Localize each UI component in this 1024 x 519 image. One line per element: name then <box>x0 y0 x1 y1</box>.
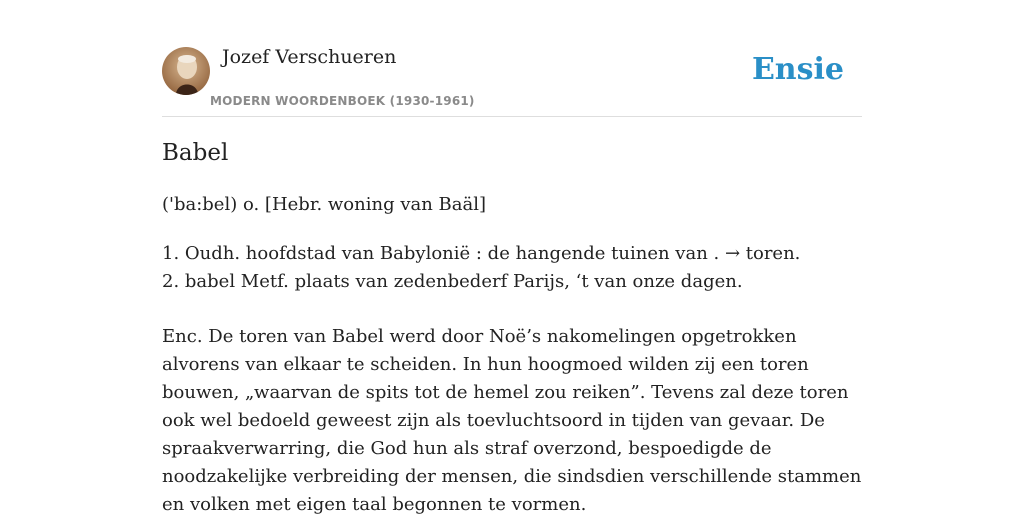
author-name[interactable]: Jozef Verschueren <box>222 46 397 68</box>
definition-item: 1. Oudh. hoofdstad van Babylonië : de hangende tuinen van . → toren. <box>162 243 801 264</box>
source-label[interactable]: MODERN WOORDENBOEK (1930-1961) <box>210 94 475 108</box>
author-avatar[interactable] <box>162 47 210 95</box>
definition-list <box>162 240 872 296</box>
brand-logo[interactable]: Ensie <box>751 52 844 87</box>
page-header <box>162 44 862 117</box>
entry-title: Babel <box>162 140 229 166</box>
encyclopedia-paragraph: Enc. De toren van Babel werd door Noë’s nakomelingen opgetrokken alvorens van elkaar te scheiden. In hun hoogmoed wilden zij een toren bouwen, „waarvan de spits tot de hemel zou reiken”. Tevens zal deze toren ook wel bedoeld geweest zijn als toevluchtsoord in tijden van gevaar. De spraakverwarring, die God hun als straf overzond, bespoedigde de noodzakelijke verbreiding der mensen, die sindsdien verschillende stammen en volken met eigen taal begonnen te vormen. <box>162 326 862 515</box>
definition-item: 2. babel Metf. plaats van zedenbederf Parijs, ‘t van onze dagen. <box>162 271 743 292</box>
entry-pronunciation: ('ba:bel) o. [Hebr. woning van Baäl] <box>162 194 487 215</box>
